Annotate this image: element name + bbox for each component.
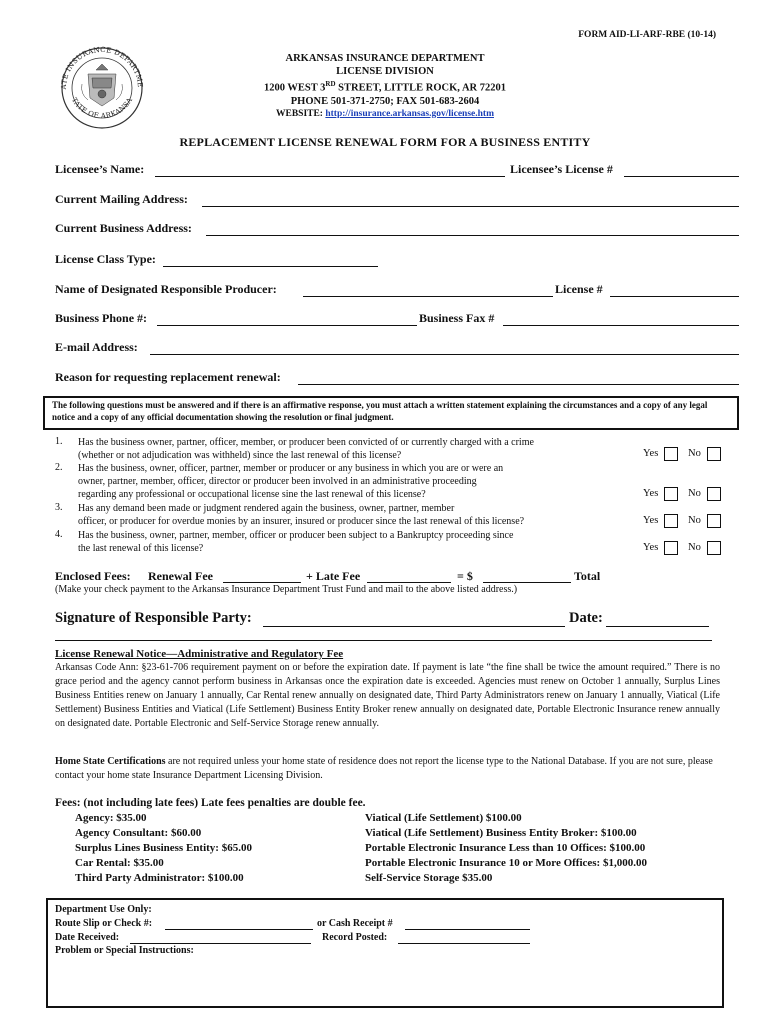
date-label: Date: (569, 610, 603, 626)
fee-item: Portable Electronic Insurance 10 or More Offices: $1,000.00 (365, 857, 647, 869)
route-slip-label: Route Slip or Check #: (55, 918, 153, 929)
form-id: FORM AID-LI-ARF-RBE (10-14) (578, 30, 716, 40)
question-number: 3. (55, 502, 63, 513)
date-received-label: Date Received: (55, 932, 120, 943)
fee-item: Viatical (Life Settlement) Business Entity Broker: $100.00 (365, 827, 637, 839)
svg-text:STATE OF ARKANSAS: TATE OF ARKANSA (69, 96, 135, 121)
renewal-notice-body: Arkansas Code Ann: §23-61-706 requirement payment on or before the expiration date. If payment is late “the fine shall be twice the amount required.” There is no grace period and the agency cannot perform business in Arkansas once the expiration date is exceeded. Agencies must renew on October 1 annually, Surplus Lines Business Entities renew on January 1 annually, Car Rental renew annually on designated date, Third Party Administrators renew on January 1 annually, Viatical (Life Settlement) Business Entities and Viatical (Life Settlement) Business Entity Broker renew annually on designated date, Portable Electronic Insurance renew annually on designated date. Portable Electronic and Self-Service Storage renew annually. (55, 662, 720, 729)
late-fee-field[interactable] (367, 582, 451, 583)
total-label: Total (574, 569, 601, 583)
email-label: E-mail Address: (55, 340, 138, 354)
licensee-license-label: Licensee’s License # (510, 162, 613, 176)
business-phone-field[interactable] (157, 325, 417, 326)
question-text: Has the business, owner, partner, member, officer or producer been subject to a Bankruptcy proceeding since the last renewal of this license? (78, 530, 514, 554)
renewal-fee-field[interactable] (223, 582, 301, 583)
question-number: 4. (55, 529, 63, 540)
department-website: WEBSITE: http://insurance.arkansas.gov/license.htm (275, 108, 494, 119)
email-field[interactable] (150, 354, 739, 355)
total-field[interactable] (483, 582, 571, 583)
department-phone-fax: PHONE 501-371-2750; FAX 501-683-2604 (290, 95, 480, 107)
q4-yes-checkbox[interactable] (664, 541, 678, 555)
department-name: ARKANSAS INSURANCE DEPARTMENT (285, 53, 485, 64)
payment-note: (Make your check payment to the Arkansas Insurance Department Trust Fund and mail to the above listed address.) (55, 584, 518, 595)
question-text: Has any demand been made or judgment rendered again the business, owner, partner, member officer, or producer for overdue monies by an insurer, insured or producer since the last renewal of this license? (78, 503, 525, 527)
department-use-title: Department Use Only: (55, 904, 152, 915)
no-label: No (688, 488, 701, 499)
yes-label: Yes (643, 542, 659, 553)
home-state-certifications: Home State Certifications are not required unless your home state of residence does not report the license type to the National Database. If you are not sure, please contact your home state Insurance Department Licensing Division. (55, 756, 713, 781)
fees-heading: Fees: (not including late fees) Late fees penalties are double fee. (55, 797, 366, 809)
signature-date-field[interactable] (606, 626, 709, 627)
section-divider (55, 640, 712, 641)
license-class-field[interactable] (163, 266, 378, 267)
yes-label: Yes (643, 488, 659, 499)
q2-no-checkbox[interactable] (707, 487, 721, 501)
fee-item: Agency: $35.00 (75, 812, 147, 824)
q3-no-checkbox[interactable] (707, 514, 721, 528)
question-number: 2. (55, 462, 63, 473)
fee-item: Third Party Administrator: $100.00 (75, 872, 244, 884)
department-header (225, 52, 545, 121)
instructions-text: The following questions must be answered and if there is an affirmative response, you must attach a written statement explaining the circumstances and a copy of any legal notice and a copy of any official documentation showing the resolution or final judgment. (52, 400, 708, 422)
svg-text:STATE INSURANCE DEPARTMENT: ATE INSURANCE DEPARTME (59, 45, 145, 90)
late-fee-label: + Late Fee (306, 569, 361, 583)
fee-item: Viatical (Life Settlement) $100.00 (365, 812, 522, 824)
equals-label: = $ (457, 569, 473, 583)
designated-producer-field[interactable] (303, 296, 553, 297)
fee-item: Surplus Lines Business Entity: $65.00 (75, 842, 252, 854)
licensee-license-field[interactable] (624, 176, 739, 177)
fee-item: Agency Consultant: $60.00 (75, 827, 202, 839)
state-seal-logo (52, 44, 152, 130)
cash-receipt-field[interactable] (405, 929, 530, 930)
business-address-field[interactable] (206, 235, 739, 236)
licensee-name-label: Licensee’s Name: (55, 162, 145, 176)
licensee-name-field[interactable] (155, 176, 505, 177)
record-posted-label: Record Posted: (322, 932, 388, 943)
yes-label: Yes (643, 448, 659, 459)
q2-yes-checkbox[interactable] (664, 487, 678, 501)
question-number: 1. (55, 436, 63, 447)
business-fax-field[interactable] (503, 325, 739, 326)
department-address: 1200 WEST 3RD STREET, LITTLE ROCK, AR 72201 (263, 80, 507, 94)
business-address-label: Current Business Address: (55, 221, 192, 235)
q1-no-checkbox[interactable] (707, 447, 721, 461)
renewal-fee-label: Renewal Fee (148, 569, 213, 583)
website-link[interactable]: http://insurance.arkansas.gov/license.htm (325, 108, 494, 119)
division-name: LICENSE DIVISION (336, 66, 434, 77)
cash-receipt-label: or Cash Receipt # (317, 918, 393, 929)
producer-license-label: License # (555, 282, 603, 296)
no-label: No (688, 542, 701, 553)
reason-label: Reason for requesting replacement renewal: (55, 370, 281, 384)
yes-label: Yes (643, 515, 659, 526)
fee-item: Self-Service Storage $35.00 (365, 872, 493, 884)
q1-yes-checkbox[interactable] (664, 447, 678, 461)
business-fax-label: Business Fax # (419, 311, 495, 325)
q3-yes-checkbox[interactable] (664, 514, 678, 528)
mailing-address-field[interactable] (202, 206, 739, 207)
enclosed-fees-label: Enclosed Fees: (55, 569, 131, 583)
reason-field[interactable] (298, 384, 739, 385)
no-label: No (688, 515, 701, 526)
business-phone-label: Business Phone #: (55, 311, 148, 325)
problem-instructions-label: Problem or Special Instructions: (55, 945, 194, 956)
record-posted-field[interactable] (398, 943, 530, 944)
signature-label: Signature of Responsible Party: (55, 610, 252, 626)
no-label: No (688, 448, 701, 459)
fee-item: Portable Electronic Insurance Less than 10 Offices: $100.00 (365, 842, 646, 854)
q4-no-checkbox[interactable] (707, 541, 721, 555)
question-text: Has the business, owner, officer, partner, member or producer or any business in which you are or were an owner, partner, member, officer, director or producer been involved in an administrative proceeding regarding any professional or occupational license sine the last renewal of this license? (78, 463, 504, 500)
form-title: REPLACEMENT LICENSE RENEWAL FORM FOR A BUSINESS ENTITY (179, 135, 591, 149)
mailing-address-label: Current Mailing Address: (55, 192, 188, 206)
question-text: Has the business owner, partner, officer, member, or producer been convicted of or currently charged with a crime (whether or not adjudication was withheld) since the last renewal of this license? (78, 437, 534, 461)
designated-producer-label: Name of Designated Responsible Producer: (55, 282, 277, 296)
producer-license-field[interactable] (610, 296, 739, 297)
renewal-notice-heading: License Renewal Notice—Administrative and Regulatory Fee (55, 648, 344, 660)
date-received-field[interactable] (130, 943, 311, 944)
license-class-label: License Class Type: (55, 252, 156, 266)
route-slip-field[interactable] (165, 929, 313, 930)
fee-item: Car Rental: $35.00 (75, 857, 164, 869)
signature-field[interactable] (263, 626, 565, 627)
